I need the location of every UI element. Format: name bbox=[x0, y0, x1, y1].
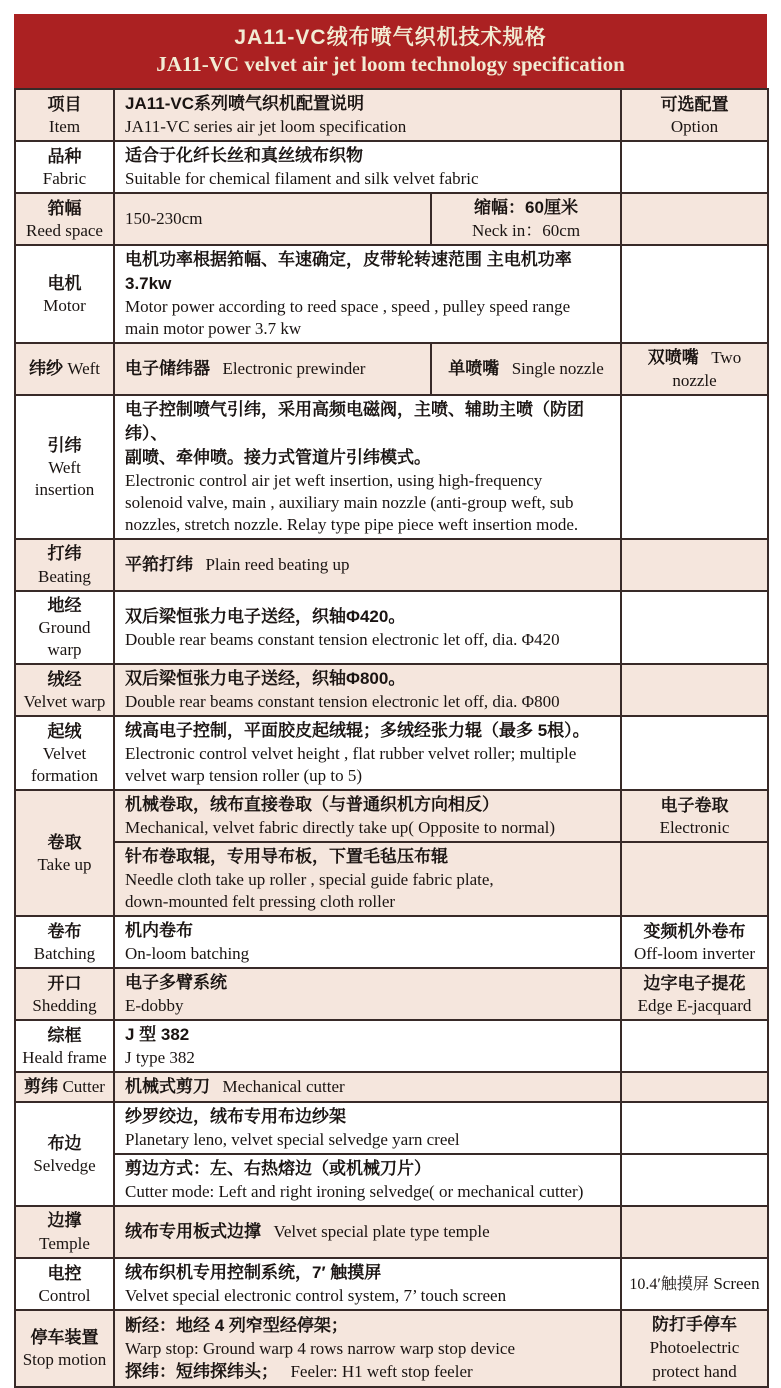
row-temple bbox=[15, 1206, 768, 1258]
row-batching bbox=[15, 916, 768, 968]
fabric-option bbox=[621, 141, 768, 193]
take-up-desc-1: 机械卷取，绒布直接卷取（与普通织机方向相反） Mechanical, velvet fabric directly take up( Opposite to normal) bbox=[114, 790, 621, 842]
weft-insertion-desc: 电子控制喷气引纬，采用高频电磁阀，主喷、辅助主喷（防团纬）、 副喷、牵伸喷。接力式管道片引纬模式。 Electronic control air jet weft insertion, using high-frequency solenoid valve, main , auxiliary main nozzle (anti-group weft, sub nozzles, stretch nozzle. Relay type pipe piece weft insertion mode. bbox=[114, 395, 621, 539]
ground-warp-label: 地经 Ground warp bbox=[15, 591, 114, 664]
row-stop-motion bbox=[15, 1310, 768, 1387]
weft-label: 纬纱 Weft bbox=[15, 343, 114, 395]
cutter-option bbox=[621, 1072, 768, 1102]
item-label: 项目 Item bbox=[15, 89, 114, 141]
row-shedding bbox=[15, 968, 768, 1020]
velvet-formation-label: 起绒 Velvet formation bbox=[15, 716, 114, 790]
velvet-formation-option bbox=[621, 716, 768, 790]
cutter-label: 剪纬 Cutter bbox=[15, 1072, 114, 1102]
batching-option: 变频机外卷布 Off-loom inverter bbox=[621, 916, 768, 968]
take-up-option: 电子卷取 Electronic bbox=[621, 790, 768, 842]
beating-label: 打纬 Beating bbox=[15, 539, 114, 591]
selvedge-label: 布边 Selvedge bbox=[15, 1102, 114, 1206]
stop-motion-label: 停车装置 Stop motion bbox=[15, 1310, 114, 1387]
row-weft bbox=[15, 343, 768, 395]
shedding-desc: 电子多臂系统 E-dobby bbox=[114, 968, 621, 1020]
page-title-en: JA11-VC velvet air jet loom technology specification bbox=[156, 52, 625, 76]
ground-warp-desc: 双后梁恒张力电子送经，织轴Φ420。 Double rear beams constant tension electronic let off, dia. Φ420 bbox=[114, 591, 621, 664]
row-beating bbox=[15, 539, 768, 591]
selvedge-option-1 bbox=[621, 1102, 768, 1154]
ground-warp-option bbox=[621, 591, 768, 664]
row-velvet-warp bbox=[15, 664, 768, 716]
control-label: 电控 Control bbox=[15, 1258, 114, 1310]
row-fabric bbox=[15, 141, 768, 193]
beating-desc: 平筘打纬 Plain reed beating up bbox=[114, 539, 621, 591]
velvet-warp-desc: 双后梁恒张力电子送经，织轴Φ800。 Double rear beams constant tension electronic let off, dia. Φ800 bbox=[114, 664, 621, 716]
reed-space-option bbox=[621, 193, 768, 245]
heald-frame-desc: J 型 382 J type 382 bbox=[114, 1020, 621, 1072]
heald-frame-option bbox=[621, 1020, 768, 1072]
shedding-option: 边字电子提花 Edge E-jacquard bbox=[621, 968, 768, 1020]
spec-table bbox=[14, 88, 769, 1388]
weft-option: 双喷嘴 Two nozzle bbox=[621, 343, 768, 395]
fabric-label: 品种 Fabric bbox=[15, 141, 114, 193]
row-reed-space bbox=[15, 193, 768, 245]
motor-option bbox=[621, 245, 768, 343]
cutter-desc: 机械式剪刀 Mechanical cutter bbox=[114, 1072, 621, 1102]
heald-frame-label: 综框 Heald frame bbox=[15, 1020, 114, 1072]
row-take-up-2 bbox=[15, 842, 768, 916]
item-desc: JA11-VC系列喷气织机配置说明 JA11-VC series air jet loom specification bbox=[114, 89, 621, 141]
control-option: 10.4′触摸屏 Screen bbox=[621, 1258, 768, 1310]
temple-label: 边撑 Temple bbox=[15, 1206, 114, 1258]
stop-motion-option: 防打手停车 Photoelectric protect hand bbox=[621, 1310, 768, 1387]
item-option: 可选配置 Option bbox=[621, 89, 768, 141]
batching-desc: 机内卷布 On-loom batching bbox=[114, 916, 621, 968]
spec-sheet bbox=[14, 14, 767, 1388]
weft-insertion-option bbox=[621, 395, 768, 539]
row-velvet-formation bbox=[15, 716, 768, 790]
take-up-desc-2: 针布卷取辊，专用导布板，下置毛毡压布辊 Needle cloth take up roller , special guide fabric plate, down-mounted felt pressing cloth roller bbox=[114, 842, 621, 916]
selvedge-option-2 bbox=[621, 1154, 768, 1206]
temple-desc: 绒布专用板式边撑 Velvet special plate type temple bbox=[114, 1206, 621, 1258]
velvet-warp-option bbox=[621, 664, 768, 716]
row-ground-warp bbox=[15, 591, 768, 664]
reed-space-neck: 缩幅：60厘米 Neck in：60cm bbox=[431, 193, 621, 245]
row-control bbox=[15, 1258, 768, 1310]
row-selvedge-2 bbox=[15, 1154, 768, 1206]
fabric-desc: 适合于化纤长丝和真丝绒布织物 Suitable for chemical filament and silk velvet fabric bbox=[114, 141, 621, 193]
motor-label: 电机 Motor bbox=[15, 245, 114, 343]
row-take-up-1 bbox=[15, 790, 768, 842]
temple-option bbox=[621, 1206, 768, 1258]
weft-prewinder: 电子储纬器 Electronic prewinder bbox=[114, 343, 431, 395]
stop-motion-desc: 断经：地经 4 列窄型经停架； Warp stop: Ground warp 4 rows narrow warp stop device 探纬：短纬探纬头； Feeler: H1 weft stop feeler bbox=[114, 1310, 621, 1387]
velvet-formation-desc: 绒高电子控制，平面胶皮起绒辊；多绒经张力辊（最多 5根）。 Electronic control velvet height , flat rubber velvet roller; multiple velvet warp tension roller (up to 5) bbox=[114, 716, 621, 790]
take-up-option-2 bbox=[621, 842, 768, 916]
reed-space-value: 150-230cm bbox=[114, 193, 431, 245]
batching-label: 卷布 Batching bbox=[15, 916, 114, 968]
take-up-label: 卷取 Take up bbox=[15, 790, 114, 916]
row-heald-frame bbox=[15, 1020, 768, 1072]
row-cutter bbox=[15, 1072, 768, 1102]
selvedge-desc-1: 纱罗绞边，绒布专用布边纱架 Planetary leno, velvet special selvedge yarn creel bbox=[114, 1102, 621, 1154]
weft-insertion-label: 引纬 Weft insertion bbox=[15, 395, 114, 539]
title-banner bbox=[14, 14, 767, 88]
row-selvedge-1 bbox=[15, 1102, 768, 1154]
velvet-warp-label: 绒经 Velvet warp bbox=[15, 664, 114, 716]
page-title-zh: JA11-VC绒布喷气织机技术规格 bbox=[234, 26, 547, 49]
motor-desc: 电机功率根据筘幅、车速确定，皮带轮转速范围 主电机功率 3.7kw Motor power according to reed space , speed , pulley speed range main motor power 3.7 kw bbox=[114, 245, 621, 343]
row-motor bbox=[15, 245, 768, 343]
row-weft-insertion bbox=[15, 395, 768, 539]
control-desc: 绒布织机专用控制系统，7′ 触摸屏 Velvet special electronic control system, 7’ touch screen bbox=[114, 1258, 621, 1310]
weft-nozzle: 单喷嘴 Single nozzle bbox=[431, 343, 621, 395]
shedding-label: 开口 Shedding bbox=[15, 968, 114, 1020]
row-item bbox=[15, 89, 768, 141]
selvedge-desc-2: 剪边方式：左、右热熔边（或机械刀片） Cutter mode: Left and right ironing selvedge( or mechanical cutter) bbox=[114, 1154, 621, 1206]
beating-option bbox=[621, 539, 768, 591]
reed-space-label: 筘幅 Reed space bbox=[15, 193, 114, 245]
